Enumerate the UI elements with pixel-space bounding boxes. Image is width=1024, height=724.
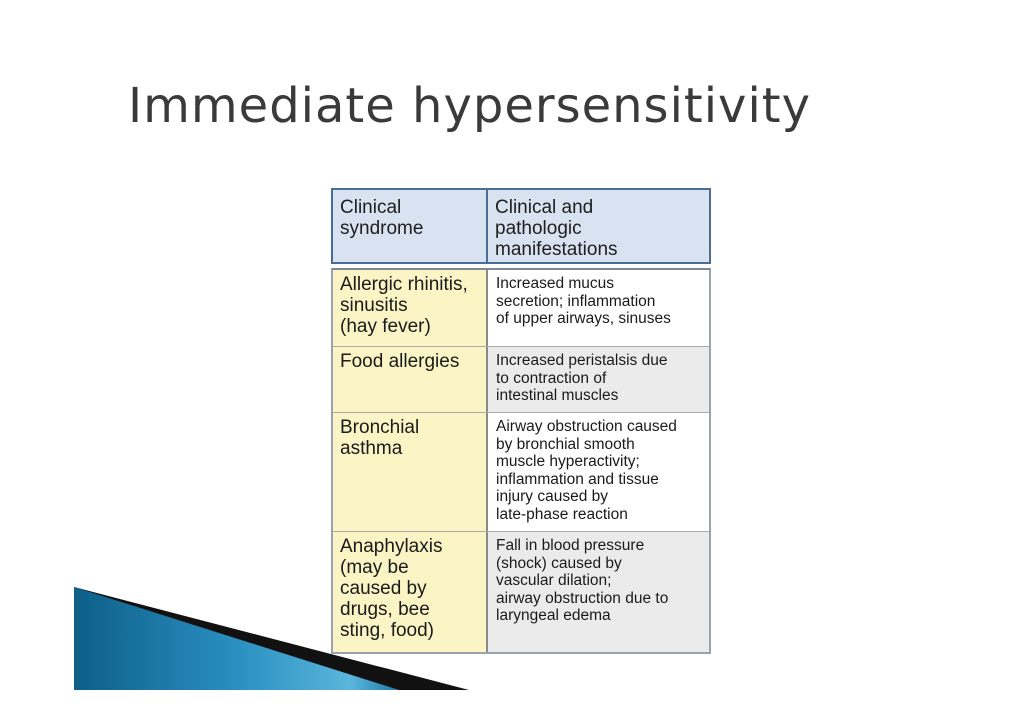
manifestation-cell: Fall in blood pressure (shock) caused by vascular dilation; airway obstruction due to laryngeal edema <box>488 532 709 652</box>
syndrome-cell: Food allergies <box>333 347 488 412</box>
table-header <box>331 188 711 264</box>
table-body <box>331 268 711 654</box>
syndrome-cell: Allergic rhinitis, sinusitis (hay fever) <box>333 270 488 346</box>
hypersensitivity-table <box>331 188 711 654</box>
syndrome-cell: Bronchial asthma <box>333 413 488 531</box>
slide-title: Immediate hypersensitivity <box>128 78 812 134</box>
manifestation-cell: Increased mucus secretion; inflammation of upper airways, sinuses <box>488 270 709 346</box>
table-row <box>333 347 709 413</box>
table-row <box>333 413 709 532</box>
manifestation-cell: Airway obstruction caused by bronchial smooth muscle hyperactivity; inflammation and tissue injury caused by late-phase reaction <box>488 413 709 531</box>
syndrome-cell: Anaphylaxis (may be caused by drugs, bee sting, food) <box>333 532 488 652</box>
table-row <box>333 270 709 347</box>
header-clinical-syndrome: Clinical syndrome <box>333 190 488 262</box>
manifestation-cell: Increased peristalsis due to contraction of intestinal muscles <box>488 347 709 412</box>
table-row <box>333 532 709 652</box>
header-manifestations: Clinical and pathologic manifestations <box>495 197 618 260</box>
